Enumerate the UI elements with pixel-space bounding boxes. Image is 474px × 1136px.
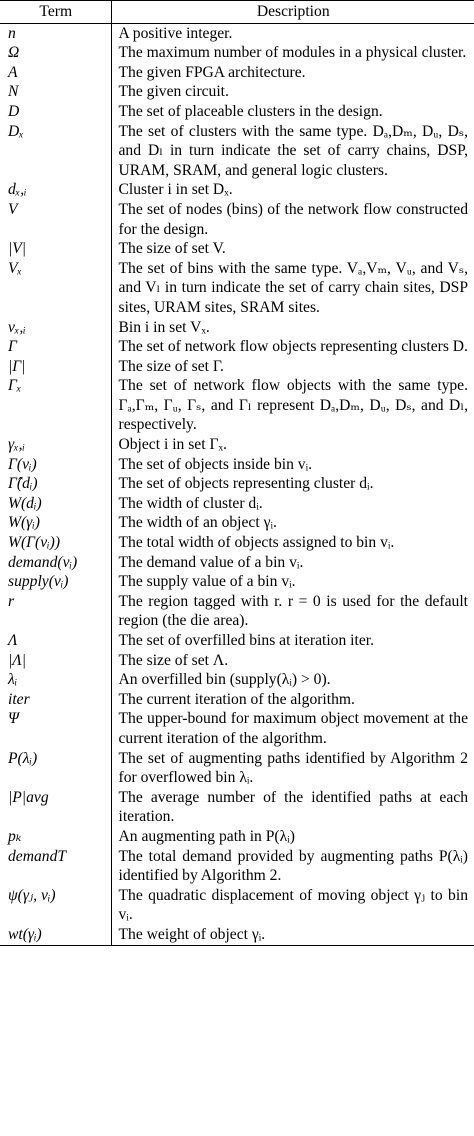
term-cell: Γ: [0, 337, 111, 357]
table-row: [0, 788, 474, 827]
description-cell: The width of cluster dᵢ.: [118, 494, 263, 512]
term-cell: supply(vᵢ): [0, 572, 111, 592]
table-row: [0, 43, 474, 63]
description-cell: The size of set Γ.: [118, 357, 224, 375]
table-header-row: [0, 1, 474, 24]
table-row: [0, 572, 474, 592]
description-cell: The demand value of a bin vᵢ.: [118, 553, 304, 571]
description-cell: Cluster i in set Dₓ.: [118, 181, 233, 199]
term-cell: γₓ,ᵢ: [0, 435, 111, 455]
description-cell: The current iteration of the algorithm.: [118, 690, 355, 708]
term-cell: P(λᵢ): [0, 749, 111, 788]
term-cell: demand(vᵢ): [0, 553, 111, 573]
description-cell: The average number of the identified paths at each iteration.: [118, 788, 468, 826]
term-cell: ψ(γⱼ, vᵢ): [0, 886, 111, 925]
term-cell: Γ(vᵢ): [0, 455, 111, 475]
term-cell: r: [0, 592, 111, 631]
table-row: [0, 82, 474, 102]
term-cell: λᵢ: [0, 670, 111, 690]
description-cell: An overfilled bin (supply(λᵢ) > 0).: [118, 671, 331, 689]
table-row: [0, 670, 474, 690]
table-row: [0, 180, 474, 200]
table-row: [0, 651, 474, 671]
description-cell: An augmenting path in P(λᵢ): [118, 827, 295, 845]
description-cell: The set of nodes (bins) of the network flow constructed for the design.: [118, 200, 468, 238]
table-row: [0, 592, 474, 631]
table-row: [0, 513, 474, 533]
term-cell: W(Γ(vᵢ)): [0, 533, 111, 553]
term-cell: n: [0, 23, 111, 43]
table-row: [0, 435, 474, 455]
description-cell: The set of objects representing cluster dᵢ.: [118, 475, 374, 493]
table-row: [0, 827, 474, 847]
description-cell: The width of an object γᵢ.: [118, 514, 277, 532]
description-cell: A positive integer.: [118, 24, 233, 42]
description-cell: The maximum number of modules in a physical cluster.: [118, 44, 467, 62]
term-cell: W(dᵢ): [0, 494, 111, 514]
table-row: [0, 553, 474, 573]
description-cell: The set of placeable clusters in the design.: [118, 102, 383, 120]
term-cell: iter: [0, 690, 111, 710]
table-row: [0, 259, 474, 318]
term-cell: N: [0, 82, 111, 102]
description-cell: The set of augmenting paths identified by Algorithm 2 for overflowed bin λᵢ.: [118, 749, 468, 787]
term-cell: |P|avg: [0, 788, 111, 827]
table-row: [0, 122, 474, 181]
table-row: [0, 239, 474, 259]
term-column-header: Term: [0, 1, 111, 24]
description-cell: Bin i in set Vₓ.: [118, 318, 210, 336]
description-cell: The given circuit.: [118, 83, 229, 101]
term-cell: Ψ: [0, 709, 111, 748]
term-cell: Λ: [0, 631, 111, 651]
table-row: [0, 886, 474, 925]
term-cell: |Λ|: [0, 651, 111, 671]
description-cell: The set of clusters with the same type. Dₐ,Dₘ, Dᵤ, Dₛ, and Dₗ in turn indicate the set of carry chains, DSP, URAM, SRAM, and general logic clusters.: [118, 122, 468, 179]
table-row: [0, 102, 474, 122]
term-cell: W(γᵢ): [0, 513, 111, 533]
table-row: [0, 494, 474, 514]
term-cell: Ω: [0, 43, 111, 63]
term-cell: V: [0, 200, 111, 239]
term-cell: Dₓ: [0, 122, 111, 181]
description-cell: The region tagged with r. r = 0 is used for the default region (the die area).: [118, 592, 468, 630]
description-cell: The weight of object γᵢ.: [111, 925, 474, 945]
description-cell: The size of set Λ.: [118, 651, 229, 669]
description-cell: The set of network flow objects representing clusters D.: [118, 338, 468, 356]
term-cell: pₖ: [0, 827, 111, 847]
description-cell: The set of objects inside bin vᵢ.: [118, 455, 313, 473]
description-cell: The upper-bound for maximum object movement at the current iteration of the algorithm.: [118, 710, 468, 747]
description-cell: The total demand provided by augmenting paths P(λᵢ) identified by Algorithm 2.: [118, 847, 468, 885]
term-cell: Γ̂(dᵢ): [0, 474, 111, 494]
description-cell: The quadratic displacement of moving object γⱼ to bin vᵢ.: [118, 886, 468, 924]
term-cell: demandT: [0, 847, 111, 886]
table-row: [0, 337, 474, 357]
table-row: [0, 357, 474, 377]
description-cell: The total width of objects assigned to bin vᵢ.: [118, 534, 395, 552]
description-column-header: Description: [111, 1, 474, 24]
table-row: [0, 847, 474, 886]
description-cell: The given FPGA architecture.: [118, 63, 306, 81]
table-row: [0, 749, 474, 788]
table-row: [0, 474, 474, 494]
term-cell: Γₓ: [0, 376, 111, 435]
description-cell: The set of network flow objects with the same type. Γₐ,Γₘ, Γᵤ, Γₛ, and Γₗ represent Dₐ,Dₘ, Dᵤ, Dₛ, and Dₗ, respectively.: [118, 377, 468, 434]
table-row: [0, 318, 474, 338]
description-cell: Object i in set Γₓ.: [118, 436, 227, 454]
table-row: [0, 23, 474, 43]
table-row: [0, 63, 474, 83]
term-cell: |Γ|: [0, 357, 111, 377]
table-row: [0, 690, 474, 710]
term-cell: dₓ,ᵢ: [0, 180, 111, 200]
description-cell: The size of set V.: [118, 240, 226, 258]
term-cell: |V|: [0, 239, 111, 259]
table-row: [0, 631, 474, 651]
table-row: [0, 455, 474, 475]
table-row: [0, 925, 474, 945]
table-row: [0, 376, 474, 435]
term-cell: A: [0, 63, 111, 83]
term-cell: wt(γᵢ): [0, 925, 111, 945]
table-row: [0, 533, 474, 553]
table-row: [0, 709, 474, 748]
term-cell: vₓ,ᵢ: [0, 318, 111, 338]
description-cell: The set of bins with the same type. Vₐ,Vₘ, Vᵤ, and Vₛ, and Vₗ in turn indicate the set of carry chain sites, DSP sites, URAM sites, SRAM sites.: [118, 259, 468, 316]
description-cell: The set of overfilled bins at iteration iter.: [118, 632, 374, 649]
table-body: [0, 23, 474, 945]
description-cell: The supply value of a bin vᵢ.: [118, 573, 296, 591]
table-row: [0, 200, 474, 239]
term-cell: D: [0, 102, 111, 122]
term-cell: Vₓ: [0, 259, 111, 318]
